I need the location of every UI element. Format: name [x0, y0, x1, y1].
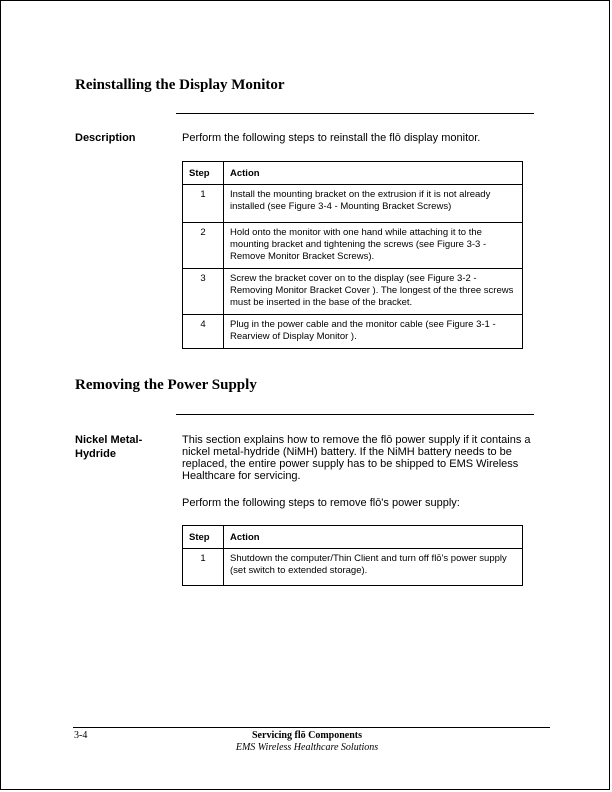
column-header-step: Step: [183, 526, 224, 549]
section-heading-power-supply: Removing the Power Supply: [75, 377, 257, 393]
section-rule: [176, 414, 534, 415]
table-row: [183, 269, 523, 315]
step-action: Shutdown the computer/Thin Client and turn off flō's power supply (set switch to extended storage).: [224, 549, 523, 586]
table-header-row: [183, 162, 523, 185]
side-label-nickel-metal-hydride: [75, 433, 142, 461]
footer-rule: [73, 727, 550, 728]
step-number: 2: [183, 223, 224, 269]
intro-paragraph: Perform the following steps to reinstall the flō display monitor.: [182, 132, 481, 144]
footer-page-number: 3-4: [74, 730, 88, 741]
section-heading-reinstall: Reinstalling the Display Monitor: [75, 77, 285, 93]
step-number: 1: [183, 185, 224, 223]
table-row: [183, 315, 523, 349]
step-action: Screw the bracket cover on to the display (see Figure 3-2 - Removing Monitor Bracket Cover ). The longest of the three screws must be inserted in the base of the bracket.: [224, 269, 523, 315]
steps-table-reinstall: [182, 161, 523, 349]
step-action: Install the mounting bracket on the extrusion if it is not already installed (see Figure 3-4 - Mounting Bracket Screws): [224, 185, 523, 223]
step-action: Hold onto the monitor with one hand while attaching it to the mounting bracket and tightening the screws (see Figure 3-3 - Remove Monitor Bracket Screws).: [224, 223, 523, 269]
step-number: 1: [183, 549, 224, 586]
step-number: 4: [183, 315, 224, 349]
steps-intro-paragraph: Perform the following steps to remove flō's power supply:: [182, 497, 460, 509]
side-label-line: Nickel Metal-: [75, 434, 143, 446]
step-action: Plug in the power cable and the monitor cable (see Figure 3-1 - Rearview of Display Monitor ).: [224, 315, 523, 349]
footer-company-name: EMS Wireless Healthcare Solutions: [235, 742, 379, 753]
side-label-line: Hydride: [75, 448, 116, 460]
column-header-action: Action: [224, 162, 523, 185]
side-label-description: Description: [75, 132, 136, 144]
step-number: 3: [183, 269, 224, 315]
table-header-row: [183, 526, 523, 549]
table-row: [183, 549, 523, 586]
steps-table-power-supply: [182, 525, 523, 586]
column-header-step: Step: [183, 162, 224, 185]
section-rule: [176, 113, 534, 114]
nimh-paragraph: This section explains how to remove the flō power supply if it contains a nickel metal-hydride (NiMH) battery. If the NiMH battery needs to be replaced, the entire power supply has to be shipped to EMS Wireless Healthcare for servicing.: [182, 434, 531, 482]
column-header-action: Action: [224, 526, 523, 549]
table-row: [183, 223, 523, 269]
footer-chapter-title: Servicing flō Components: [252, 730, 362, 741]
table-row: [183, 185, 523, 223]
